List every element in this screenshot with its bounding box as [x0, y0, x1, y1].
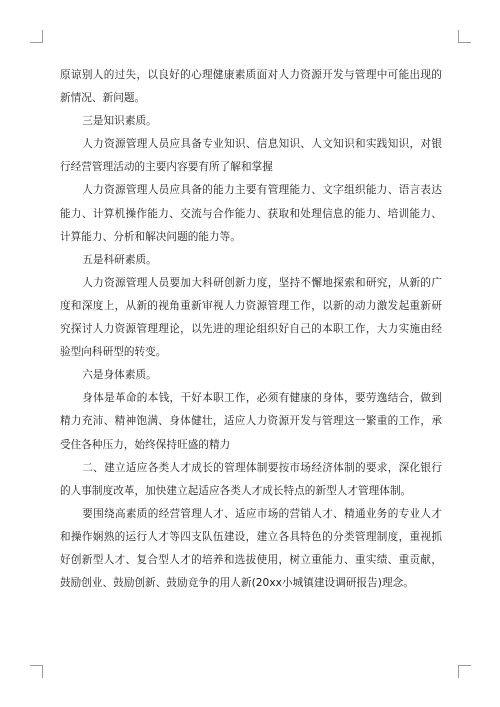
paragraph-continuation: 原谅别人的过失，以良好的心理健康素质面对人力资源开发与管理中可能出现的新情况、新问题。	[60, 69, 442, 105]
document-body	[60, 64, 442, 595]
paragraph-management-system: 二、建立适应各类人才成长的管理体制要按市场经济体制的要求，深化银行的人事制度改革，加快建立起适应各类人才成长特点的新型人才管理体制。	[60, 461, 442, 497]
paragraph-knowledge: 人力资源管理人员应具备专业知识、信息知识、人文知识和实践知识，对银行经营管理活动的主要内容要有所了解和掌握	[60, 138, 442, 174]
heading-physical-quality: 六是身体素质。	[82, 369, 157, 382]
paragraph-talent-teams: 要围绕高素质的经营管理人才、适应市场的营销人才、精通业务的专业人才和操作娴熟的运行人才等四支队伍建设，建立各具特色的分类管理制度，重视抓好创新型人才、复合型人才的培养和选拔使用，树立重能力、重实绩、重贡献，鼓励创业、鼓励创新、鼓励竞争的用人新(20xx小城镇建设调研报告)理念。	[60, 507, 442, 590]
crop-mark-top-left	[30, 30, 43, 43]
crop-mark-bottom-left	[30, 665, 43, 678]
heading-research-quality: 五是科研素质。	[82, 253, 157, 266]
crop-mark-bottom-right	[458, 665, 471, 678]
paragraph-physical: 身体是革命的本钱，干好本职工作，必须有健康的身体，要劳逸结合，做到精力充沛、精神饱满、身体健壮，适应人力资源开发与管理这一繁重的工作，承受住各种压力，始终保持旺盛的精力	[60, 392, 442, 451]
paragraph-research: 人力资源管理人员要加大科研创新力度，坚持不懈地探索和研究，从新的广度和深度上，从新的视角重新审视人力资源管理工作，以新的动力激发起重新研究探讨人力资源管理理论，以先进的理论组织好自己的本职工作，大力实施由经验型向科研型的转变。	[60, 276, 442, 359]
heading-knowledge-quality: 三是知识素质。	[82, 115, 157, 128]
paragraph-abilities: 人力资源管理人员应具备的能力主要有管理能力、文字组织能力、语言表达能力、计算机操作能力、交流与合作能力、获取和处理信息的能力、培训能力、计算能力、分析和解决问题的能力等。	[60, 184, 442, 243]
crop-mark-top-right	[458, 30, 471, 43]
